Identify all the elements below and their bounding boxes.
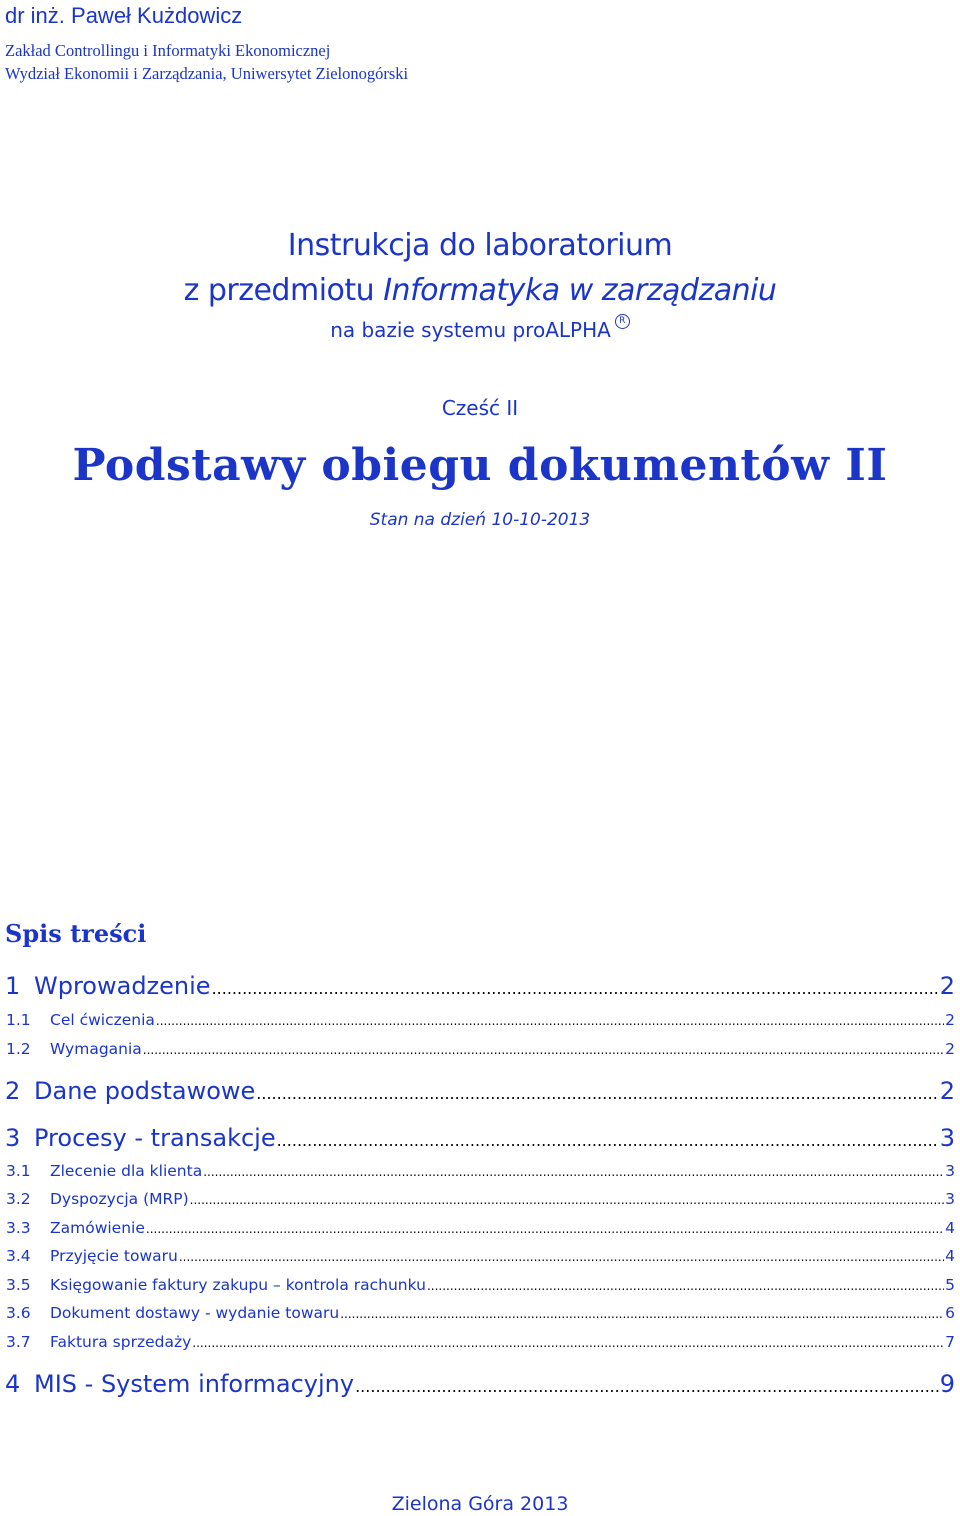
toc-entry-number: 3.7: [6, 1333, 31, 1351]
toc-entry-page: 3: [945, 1162, 955, 1180]
toc-entry-number: 3.4: [6, 1247, 31, 1265]
toc-entry-label: Procesy - transakcje: [34, 1124, 276, 1152]
toc-entry-label: Dyspozycja (MRP): [50, 1190, 189, 1208]
faculty-name: Wydział Ekonomii i Zarządzania, Uniwersytet Zielonogórski: [5, 64, 409, 83]
toc-entry-number: 3: [5, 1124, 21, 1152]
part-label: Cześć II: [441, 396, 519, 420]
author-name: dr inż. Paweł Kużdowicz: [5, 3, 243, 28]
toc-entry-label: MIS - System informacyjny: [34, 1370, 355, 1398]
toc-dot-leader: [277, 1131, 939, 1150]
toc-entry-label: Księgowanie faktury zakupu – kontrola rachunku: [50, 1276, 426, 1294]
toc-entry[interactable]: [5, 1190, 955, 1208]
title-line-1: Instrukcja do laboratorium: [287, 228, 673, 263]
toc-entry-page: 4: [945, 1219, 955, 1237]
toc-entry-page: 3: [939, 1124, 955, 1152]
toc-dot-leader: [146, 1222, 944, 1236]
title-line-2: [0, 273, 960, 308]
title-line-2-prefix: z przedmiotu: [183, 273, 384, 308]
toc-entry-page: 2: [939, 1077, 955, 1105]
toc-dot-leader: [179, 1250, 944, 1264]
toc-dot-leader: [256, 1084, 938, 1103]
toc-entry-number: 4: [5, 1370, 21, 1398]
toc-entry[interactable]: [5, 1333, 955, 1351]
toc-dot-leader: [143, 1043, 944, 1057]
toc-entry[interactable]: [5, 1219, 955, 1237]
toc-entry-label: Faktura sprzedaży: [50, 1333, 192, 1351]
toc-entry-number: 3.6: [6, 1304, 31, 1322]
toc-dot-leader: [192, 1336, 944, 1350]
system-name: na bazie systemu proALPHA: [330, 318, 611, 342]
toc-entry-page: 3: [945, 1190, 955, 1208]
toc-dot-leader: [156, 1014, 944, 1028]
toc-entry-page: 6: [945, 1304, 955, 1322]
toc-entry[interactable]: [5, 1124, 955, 1152]
toc-entry-label: Dane podstawowe: [34, 1077, 256, 1105]
toc-dot-leader: [355, 1377, 939, 1396]
toc-entry-page: 2: [939, 972, 955, 1000]
toc-entry-label: Wymagania: [50, 1040, 142, 1058]
toc-entry-page: 2: [945, 1011, 955, 1029]
date-label: Stan na dzień 10-10-2013: [369, 510, 591, 530]
toc-entry-label: Wprowadzenie: [34, 972, 211, 1000]
main-title: Podstawy obiegu dokumentów II: [72, 440, 888, 491]
toc-entry-label: Cel ćwiczenia: [50, 1011, 155, 1029]
toc-entry[interactable]: [5, 972, 955, 1000]
toc-entry[interactable]: [5, 1162, 955, 1180]
toc-entry-number: 1.1: [6, 1011, 31, 1029]
toc-entry-page: 9: [939, 1370, 955, 1398]
title-line-3: [0, 318, 960, 342]
toc-entry[interactable]: [5, 1370, 955, 1398]
toc-entry[interactable]: [5, 1276, 955, 1294]
toc-entry-label: Dokument dostawy - wydanie towaru: [50, 1304, 340, 1322]
toc-entry[interactable]: [5, 1011, 955, 1029]
toc-entry-label: Zlecenie dla klienta: [50, 1162, 203, 1180]
toc-entry-number: 1: [5, 972, 21, 1000]
toc-entry-number: 3.3: [6, 1219, 31, 1237]
subject-name: Informatyka w zarządzaniu: [383, 273, 777, 308]
toc-entry-number: 3.1: [6, 1162, 31, 1180]
toc-entry-number: 3.5: [6, 1276, 31, 1294]
toc-heading: Spis treści: [5, 919, 147, 948]
toc-entry[interactable]: [5, 1077, 955, 1105]
footer-place-year: Zielona Góra 2013: [391, 1493, 569, 1515]
registered-trademark-icon: R: [615, 314, 630, 329]
toc-entry-label: Zamówienie: [50, 1219, 145, 1237]
toc-entry-number: 1.2: [6, 1040, 31, 1058]
toc-entry[interactable]: [5, 1040, 955, 1058]
toc-dot-leader: [427, 1279, 944, 1293]
toc-entry[interactable]: [5, 1304, 955, 1322]
toc-entry-page: 2: [945, 1040, 955, 1058]
toc-entry-page: 7: [945, 1333, 955, 1351]
department-name: Zakład Controllingu i Informatyki Ekonomicznej: [5, 41, 331, 60]
toc-entry-page: 4: [945, 1247, 955, 1265]
toc-entry-number: 2: [5, 1077, 21, 1105]
toc-entry[interactable]: [5, 1247, 955, 1265]
toc-entry-page: 5: [945, 1276, 955, 1294]
toc-dot-leader: [340, 1307, 944, 1321]
toc-entry-number: 3.2: [6, 1190, 31, 1208]
toc-entry-label: Przyjęcie towaru: [50, 1247, 178, 1265]
toc-dot-leader: [203, 1165, 944, 1179]
toc-dot-leader: [190, 1193, 944, 1207]
toc-dot-leader: [212, 979, 939, 998]
